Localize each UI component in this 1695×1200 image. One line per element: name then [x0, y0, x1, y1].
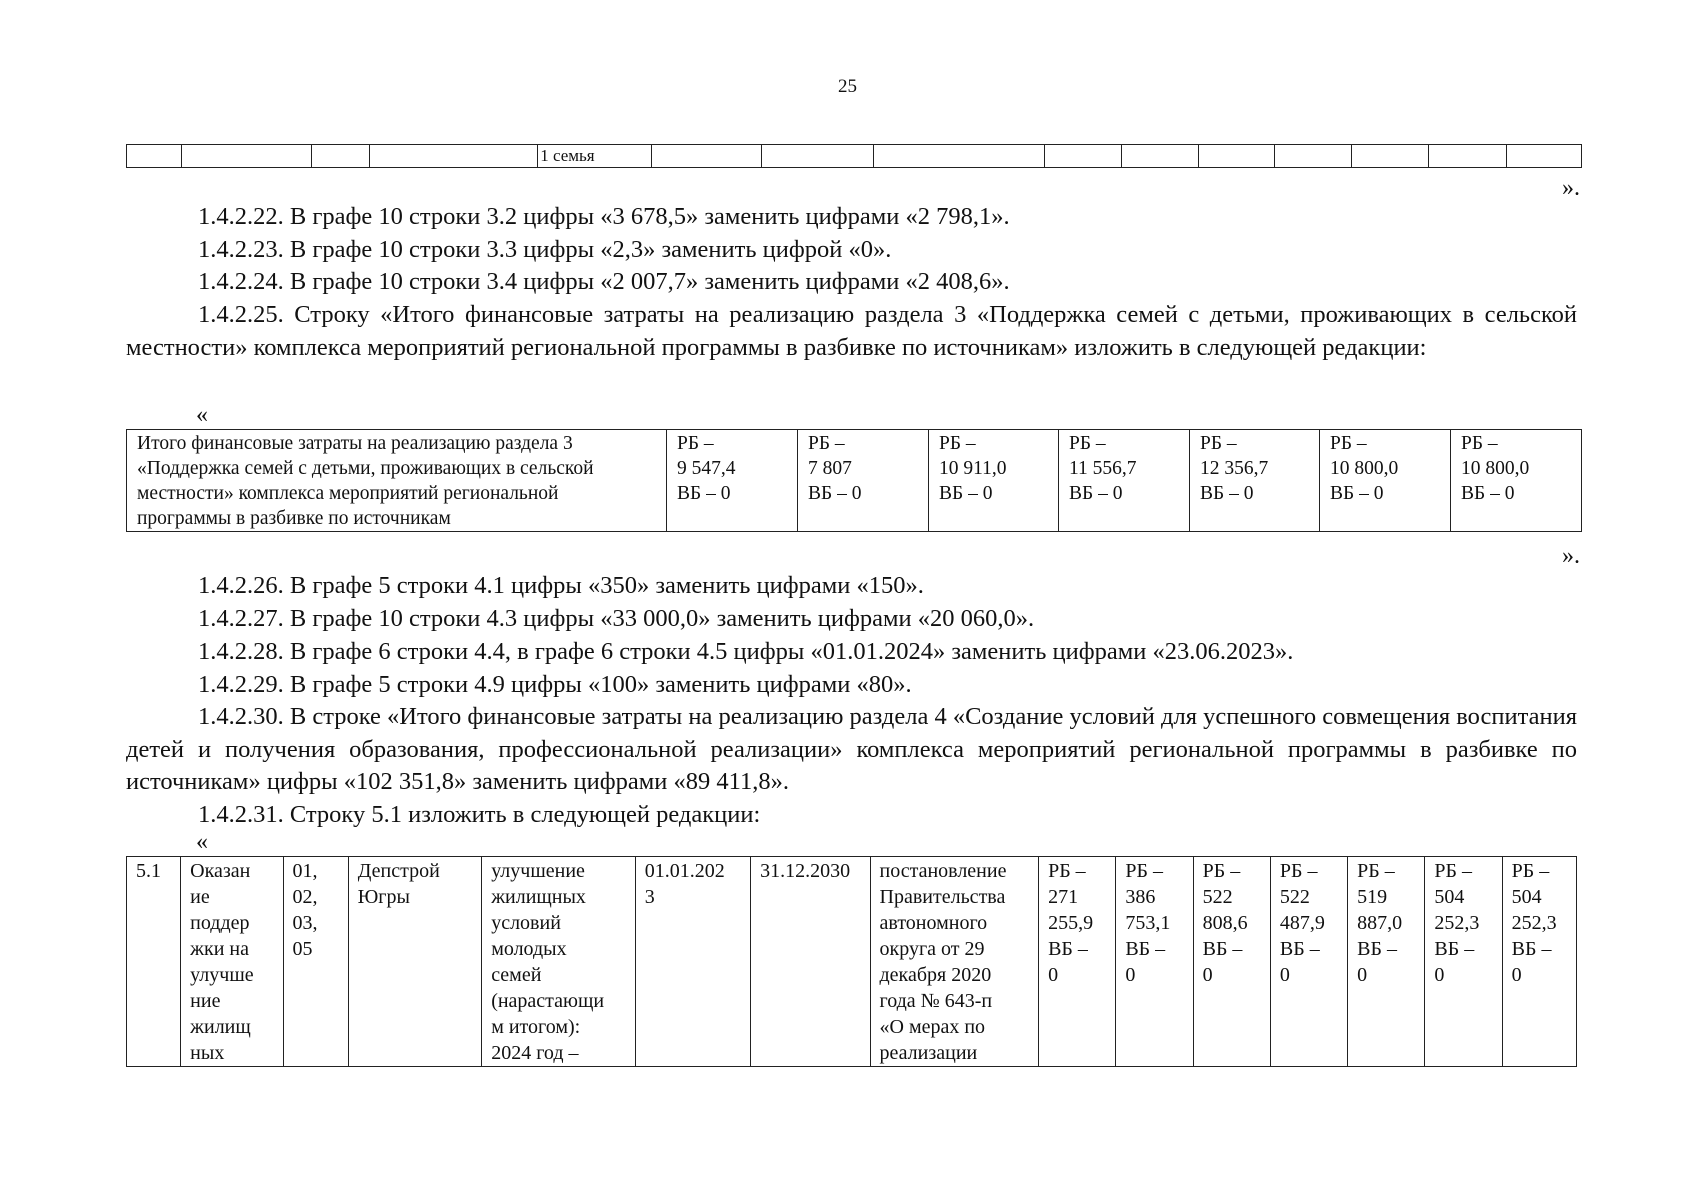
- row-number-cell: 5.1: [127, 857, 181, 1067]
- table-cell: [370, 145, 538, 168]
- page-number: 25: [838, 76, 857, 97]
- total-value-cell: РБ – 9 547,4 ВБ – 0: [667, 430, 798, 532]
- start-date-cell: 01.01.202 3: [635, 857, 750, 1067]
- basis-cell: постановление Правительства автономного округа от 29 декабря 2020 года № 643-п «О мерах по реализации: [870, 857, 1039, 1067]
- funding-cell: РБ – 519 887,0 ВБ – 0: [1348, 857, 1425, 1067]
- total-label-cell: Итого финансовые затраты на реализацию раздела 3 «Поддержка семей с детьми, проживающих в сельской местности» комплекса мероприятий региональной программы в разбивке по источникам: [127, 430, 667, 532]
- total-value-cell: РБ – 7 807 ВБ – 0: [798, 430, 929, 532]
- table-cell: [874, 145, 1044, 168]
- end-date-cell: 31.12.2030: [751, 857, 870, 1067]
- closing-quote: ».: [1562, 543, 1580, 569]
- table-cell: [182, 145, 312, 168]
- paragraph-1-4-2-30: 1.4.2.30. В строке «Итого финансовые затраты на реализацию раздела 4 «Создание условий для успешного совмещения воспитания детей и получения образования, профессиональной реализации» комплекса мероприятий региональной программы в разбивке по источникам» цифры «102 351,8» заменить цифрами «89 411,8».: [126, 703, 1577, 795]
- paragraph-1-4-2-25: 1.4.2.25. Строку «Итого финансовые затраты на реализацию раздела 3 «Поддержка семей с детьми, проживающих в сельской местности» комплекса мероприятий региональной программы в разбивке по источникам» изложить в следующей редакции:: [126, 301, 1577, 361]
- table-cell: [1121, 145, 1198, 168]
- funding-cell: РБ – 271 255,9 ВБ – 0: [1039, 857, 1116, 1067]
- table-cell: [1044, 145, 1121, 168]
- paragraph-1-4-2-26: 1.4.2.26. В графе 5 строки 4.1 цифры «350» заменить цифрами «150».: [198, 572, 924, 599]
- total-value-cell: РБ – 10 911,0 ВБ – 0: [929, 430, 1059, 532]
- table-cell: [1198, 145, 1274, 168]
- closing-quote: ».: [1562, 175, 1580, 201]
- paragraph-1-4-2-28: 1.4.2.28. В графе 6 строки 4.4, в графе 6 строки 4.5 цифры «01.01.2024» заменить цифрами «23.06.2023».: [198, 638, 1294, 665]
- funding-cell: РБ – 522 487,9 ВБ – 0: [1270, 857, 1347, 1067]
- table-cell: [1506, 145, 1581, 168]
- table-cell: [1274, 145, 1351, 168]
- paragraph-1-4-2-23: 1.4.2.23. В графе 10 строки 3.3 цифры «2,3» заменить цифрой «0».: [198, 236, 892, 263]
- row-5-1-table: [126, 856, 1577, 1067]
- measure-name-cell: Оказан ие поддер жки на улучше ние жилищ ных: [181, 857, 283, 1067]
- total-value-cell: РБ – 12 356,7 ВБ – 0: [1190, 430, 1320, 532]
- table-cell: [652, 145, 762, 168]
- total-value-cell: РБ – 10 800,0 ВБ – 0: [1320, 430, 1451, 532]
- opening-quote: «: [196, 402, 208, 428]
- total-expenses-table: [126, 429, 1582, 532]
- total-value-cell: РБ – 11 556,7 ВБ – 0: [1059, 430, 1190, 532]
- opening-quote: «: [196, 829, 208, 855]
- paragraph-1-4-2-27: 1.4.2.27. В графе 10 строки 4.3 цифры «33 000,0» заменить цифрами «20 060,0».: [198, 605, 1035, 632]
- table-cell: [127, 145, 182, 168]
- continuation-table: [126, 144, 1582, 168]
- indicator-cell: улучшение жилищных условий молодых семей (нарастающи м итогом): 2024 год –: [482, 857, 636, 1067]
- table-cell-family: 1 семья: [538, 145, 652, 168]
- funding-cell: РБ – 522 808,6 ВБ – 0: [1193, 857, 1270, 1067]
- paragraph-1-4-2-22: 1.4.2.22. В графе 10 строки 3.2 цифры «3 678,5» заменить цифрами «2 798,1».: [198, 203, 1010, 230]
- paragraph-1-4-2-29: 1.4.2.29. В графе 5 строки 4.9 цифры «100» заменить цифрами «80».: [198, 671, 912, 698]
- paragraph-1-4-2-24: 1.4.2.24. В графе 10 строки 3.4 цифры «2 007,7» заменить цифрами «2 408,6».: [198, 268, 1010, 295]
- table-cell: [1428, 145, 1506, 168]
- executor-cell: Депстрой Югры: [348, 857, 481, 1067]
- funding-cell: РБ – 504 252,3 ВБ – 0: [1502, 857, 1576, 1067]
- tasks-cell: 01, 02, 03, 05: [283, 857, 348, 1067]
- table-cell: [1351, 145, 1428, 168]
- paragraph-1-4-2-31: 1.4.2.31. Строку 5.1 изложить в следующей редакции:: [198, 801, 761, 828]
- total-value-cell: РБ – 10 800,0 ВБ – 0: [1451, 430, 1582, 532]
- funding-cell: РБ – 504 252,3 ВБ – 0: [1425, 857, 1502, 1067]
- table-cell: [312, 145, 370, 168]
- table-cell: [762, 145, 874, 168]
- funding-cell: РБ – 386 753,1 ВБ – 0: [1116, 857, 1193, 1067]
